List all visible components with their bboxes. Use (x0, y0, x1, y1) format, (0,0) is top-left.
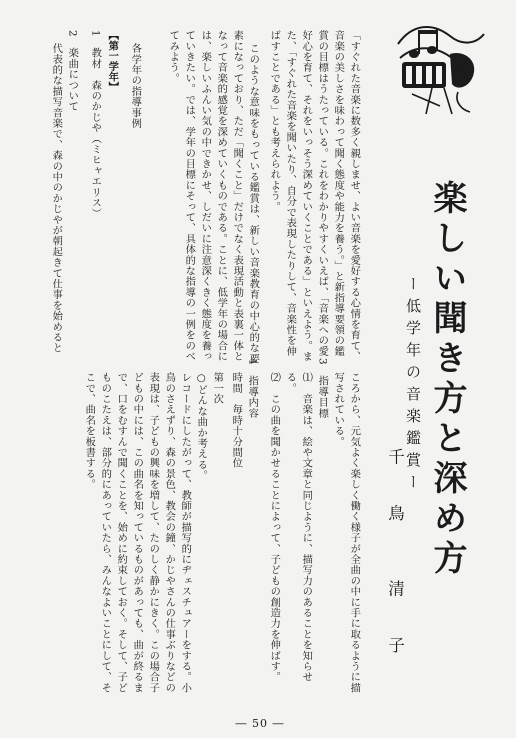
lower-text-column: ⑵ この曲を聞かせることによって、子どもの創造力を伸ばす。 (268, 372, 281, 683)
upper-text-column: 1 教材 森のかじや（ミヒャエリス） (89, 30, 102, 219)
lower-text-column: レコードにしたがって、教師が描写的にヂェスチュアーをする。小 (179, 372, 192, 693)
music-illustration-icon (392, 14, 488, 118)
upper-text-column: 【第一学年】 (106, 30, 119, 92)
upper-text-column: た、「すぐれた音楽を聞いたり、自分で表現したりして、音楽性を伸 (284, 30, 297, 357)
lower-text-column: ⑴ 音楽は、絵や文章と同じように、描写力のあることを知らせ (300, 372, 313, 683)
upper-text-column: 「すぐれた音楽に数多く親しませ、よい音楽を愛好する心情を育て、 (348, 30, 361, 362)
lower-text-column: どもの中には、この曲名を知っているものがあっても、曲が終るま (131, 372, 144, 693)
page-number: ― 50 ― (235, 717, 285, 730)
upper-text-column: ばすことである」とも考えられよう。 (268, 30, 281, 212)
upper-text-column: なって音楽的感覚を深めていくものである。ことに、低学年の場合に (215, 30, 228, 362)
upper-text-column: 各学年の指導事例 (129, 43, 142, 129)
lower-text-column: る。 (284, 372, 297, 394)
lower-text-column: 写されている。 (332, 372, 345, 447)
lower-text-column: 3 指導目標 (316, 358, 329, 419)
article-title: 楽しい聞き方と深め方 (427, 180, 467, 580)
upper-text-column: ていきたい。では、学年の目標にそって、具体的な指導の一例をのべ (183, 30, 196, 362)
upper-text-column: 代表的な描写音楽で、森の中のかじやが朝起きて仕事を始めると (50, 43, 63, 354)
author-given-name: 清子 (385, 580, 405, 693)
lower-text-column: ものこたえは、部分的にあっていたら、みんなよいことにして、そ (99, 372, 112, 693)
upper-text-column: このような意味をもっている鑑賞は、新しい音楽教育の中心的な要 (247, 43, 260, 364)
upper-text-column: てみよう。 (167, 30, 180, 84)
lower-text-column: こで、曲名を板書する。 (83, 372, 96, 490)
lower-text-column: ころから、元気よく楽しく働く様子が全曲の中に手に取るように描 (348, 372, 361, 693)
upper-text-column: 音楽の美しさを味わって聞く態度や能力を養う。」と新指導要領の鑑 (332, 30, 345, 357)
lower-text-column: 第一次 (211, 372, 224, 405)
upper-text-column: 賞の目標はうたっている。これをわかりやすくいえば、「音楽への愛 (316, 30, 329, 357)
lower-text-column: 時間 毎時十分間位 (230, 372, 243, 469)
author-family-name: 千鳥 (385, 448, 405, 561)
upper-text-column: 素になっており、ただ「聞くこと」だけでなく表現活動と表裏一体と (231, 30, 244, 362)
lower-text-column: で、口をむすんで聞くことを、始めに約束しておく。そして、子ど (115, 372, 128, 693)
lower-text-column: 表現は、子どもの興味を増して、たのしく静かにきく。この場合子 (147, 372, 160, 693)
lower-text-column: 4 指導内容 (246, 358, 259, 419)
lower-text-column: 鳥のさえずり、森の景色、教会の鐘、かじやさんの仕事ぶりなどの (163, 372, 176, 693)
upper-text-column: 好心を育て、それをいっそう深めていくことである」といえよう。ま (300, 30, 313, 362)
upper-text-column: は、楽しいふんい気の中できかせ、しだいに注意深くきく態度を養っ (199, 30, 212, 362)
article-subtitle: ー低学年の音楽鑑賞ー (404, 276, 422, 496)
upper-text-column: 2 楽曲について (66, 30, 79, 112)
lower-text-column: ○どんな曲か考える。 (195, 372, 208, 481)
